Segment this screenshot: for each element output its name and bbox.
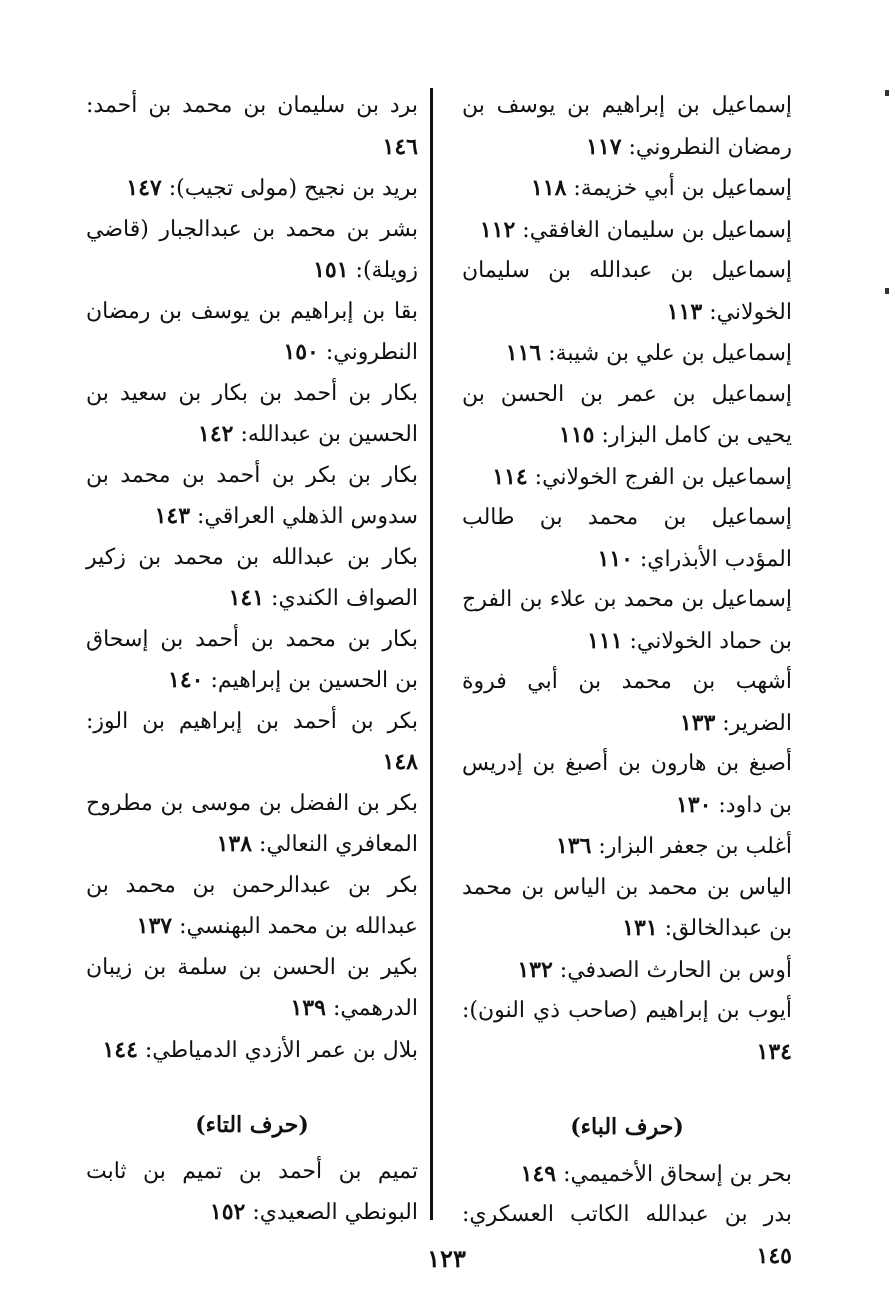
index-entry: إسماعيل بن الفرج الخولاني: ١١٤ [492, 463, 792, 490]
index-entry: بكير بن الحسن بن سلمة بن زيبان الدرهمي: ١٣٩ [86, 954, 418, 1021]
margin-mark [885, 90, 889, 96]
index-entry: إسماعيل بن محمد بن علاء بن الفرج بن حماد الخولاني: ١١١ [462, 587, 792, 654]
index-entry: أغلب بن جعفر البزار: ١٣٦ [555, 833, 792, 859]
index-entry: بشر بن محمد بن عبدالجبار (قاضي زويلة): ١٥١ [86, 216, 418, 283]
section-entry-list [86, 1152, 418, 1234]
page-number: ١٢٣ [427, 1244, 466, 1273]
section-heading-ta: (حرف التاء) [195, 1112, 309, 1138]
index-entry: إسماعيل بن أبي خزيمة: ١١٨ [530, 175, 792, 201]
entry-list [86, 86, 418, 1071]
index-entry: إسماعيل بن عمر بن الحسن بن يحيى بن كامل البزار: ١١٥ [462, 381, 792, 448]
index-entry: إسماعيل بن سليمان الغافقي: ١١٢ [479, 216, 792, 243]
index-entry: إسماعيل بن علي بن شيبة: ١١٦ [505, 340, 792, 366]
index-entry: بقا بن إبراهيم بن يوسف بن رمضان النطروني: ١٥٠ [86, 298, 418, 365]
index-entry: بريد بن نجيح (مولى تجيب): ١٤٧ [126, 175, 418, 201]
index-entry: بكار بن أحمد بن بكار بن سعيد بن الحسين بن عبدالله: ١٤٢ [86, 380, 418, 447]
index-entry: أيوب بن إبراهيم (صاحب ذي النون): ١٣٤ [462, 998, 792, 1065]
index-entry: برد بن سليمان بن محمد بن أحمد: ١٤٦ [86, 93, 418, 160]
index-entry: بدر بن عبدالله الكاتب العسكري: ١٤٥ [462, 1202, 792, 1269]
index-entry: أصبغ بن هارون بن أصبغ بن إدريس بن داود: ١٣٠ [462, 751, 792, 818]
index-entry: الياس بن محمد بن الياس بن محمد بن عبدالخالق: ١٣١ [462, 874, 792, 941]
section-heading-ba: (حرف الباء) [570, 1114, 684, 1140]
index-entry: أوس بن الحارث الصدفي: ١٣٢ [517, 956, 792, 983]
index-entry: بكر بن عبدالرحمن بن محمد بن عبدالله بن محمد البهنسي: ١٣٧ [86, 872, 418, 939]
index-entry: بكار بن محمد بن أحمد بن إسحاق بن الحسين بن إبراهيم: ١٤٠ [86, 626, 418, 693]
index-entry: بكار بن بكر بن أحمد بن محمد بن سدوس الذهلي العراقي: ١٤٣ [86, 462, 418, 529]
column-divider [430, 88, 433, 1220]
index-entry: بكر بن الفضل بن موسى بن مطروح المعافري النعالي: ١٣٨ [86, 790, 418, 857]
index-column-left [86, 86, 418, 1234]
index-entry: بكر بن أحمد بن إبراهيم بن الوز: ١٤٨ [86, 708, 418, 775]
index-entry: أشهب بن محمد بن أبي فروة الضرير: ١٣٣ [462, 669, 792, 736]
index-column-right [462, 86, 792, 1277]
index-entry: إسماعيل بن محمد بن طالب المؤدب الأبذراي: ١١٠ [462, 505, 792, 572]
index-entry: بكار بن عبدالله بن محمد بن زكير الصواف الكندي: ١٤١ [86, 544, 418, 611]
index-entry: إسماعيل بن إبراهيم بن يوسف بن رمضان النطروني: ١١٧ [462, 93, 792, 160]
margin-mark [885, 288, 889, 294]
index-entry: بلال بن عمر الأزدي الدمياطي: ١٤٤ [102, 1036, 418, 1063]
entry-list [462, 86, 792, 1073]
index-entry: تميم بن أحمد بن تميم بن ثابت البونطي الصعيدي: ١٥٢ [86, 1158, 418, 1225]
index-entry: بحر بن إسحاق الأخميمي: ١٤٩ [520, 1160, 792, 1187]
index-entry: إسماعيل بن عبدالله بن سليمان الخولاني: ١١٣ [462, 258, 792, 325]
